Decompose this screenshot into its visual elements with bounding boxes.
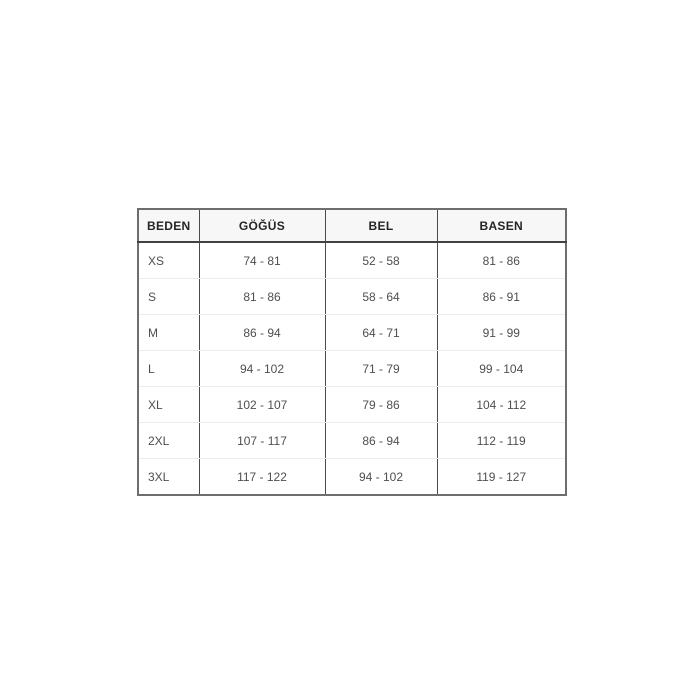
- waist-value: 94 - 102: [325, 459, 437, 496]
- chest-value: 107 - 117: [199, 423, 325, 459]
- hip-value: 119 - 127: [437, 459, 566, 496]
- table-row-xs: [138, 242, 566, 279]
- size-label: XL: [138, 387, 199, 423]
- waist-value: 71 - 79: [325, 351, 437, 387]
- table-row-3xl: [138, 459, 566, 496]
- table-row-s: [138, 279, 566, 315]
- table-row-m: [138, 315, 566, 351]
- table-row-xl: [138, 387, 566, 423]
- hip-value: 86 - 91: [437, 279, 566, 315]
- size-label: L: [138, 351, 199, 387]
- table-row-2xl: [138, 423, 566, 459]
- size-chart-table: [137, 208, 567, 496]
- size-label: 3XL: [138, 459, 199, 496]
- header-cell-beden: BEDEN: [138, 209, 199, 242]
- chest-value: 86 - 94: [199, 315, 325, 351]
- chest-value: 102 - 107: [199, 387, 325, 423]
- waist-value: 79 - 86: [325, 387, 437, 423]
- hip-value: 104 - 112: [437, 387, 566, 423]
- waist-value: 86 - 94: [325, 423, 437, 459]
- hip-value: 99 - 104: [437, 351, 566, 387]
- chest-value: 94 - 102: [199, 351, 325, 387]
- hip-value: 112 - 119: [437, 423, 566, 459]
- hip-value: 91 - 99: [437, 315, 566, 351]
- table-row-l: [138, 351, 566, 387]
- size-label: XS: [138, 242, 199, 279]
- header-cell-bel: BEL: [325, 209, 437, 242]
- size-label: S: [138, 279, 199, 315]
- size-label: 2XL: [138, 423, 199, 459]
- chest-value: 74 - 81: [199, 242, 325, 279]
- chest-value: 117 - 122: [199, 459, 325, 496]
- waist-value: 58 - 64: [325, 279, 437, 315]
- header-cell-gogus: GÖĞÜS: [199, 209, 325, 242]
- header-row: [138, 209, 566, 242]
- waist-value: 52 - 58: [325, 242, 437, 279]
- waist-value: 64 - 71: [325, 315, 437, 351]
- hip-value: 81 - 86: [437, 242, 566, 279]
- header-cell-basen: BASEN: [437, 209, 566, 242]
- chest-value: 81 - 86: [199, 279, 325, 315]
- size-label: M: [138, 315, 199, 351]
